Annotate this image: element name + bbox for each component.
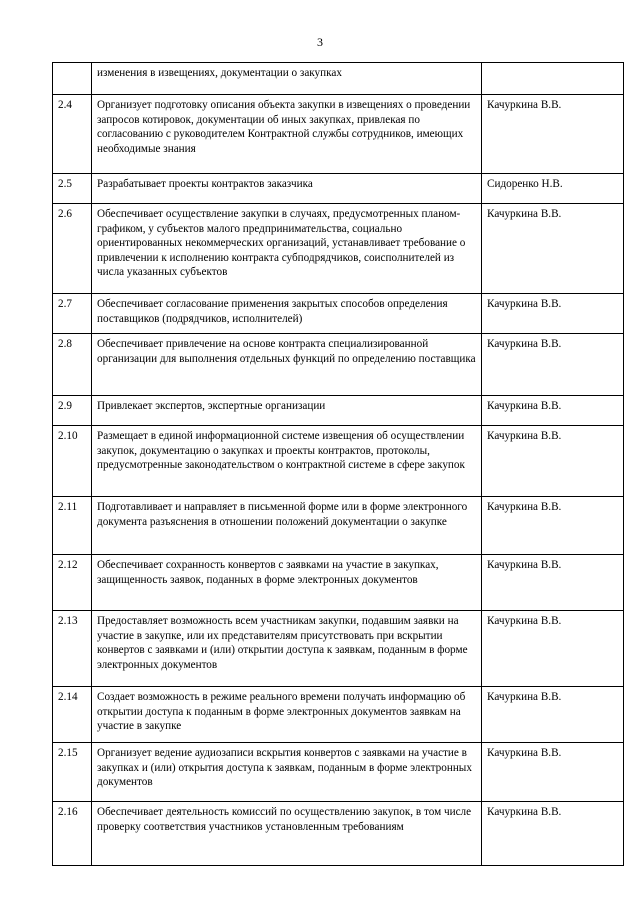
table-row xyxy=(53,426,624,497)
item-number: 2.11 xyxy=(53,497,92,555)
item-responsible: Качуркина В.В. xyxy=(482,426,624,497)
item-number: 2.6 xyxy=(53,204,92,294)
table-row xyxy=(53,174,624,204)
item-number: 2.7 xyxy=(53,294,92,334)
item-number: 2.16 xyxy=(53,802,92,866)
item-description: Разрабатывает проекты контрактов заказчика xyxy=(92,174,482,204)
item-number: 2.15 xyxy=(53,743,92,802)
item-number: 2.13 xyxy=(53,611,92,687)
item-responsible: Качуркина В.В. xyxy=(482,687,624,743)
item-responsible: Качуркина В.В. xyxy=(482,396,624,426)
item-description: Организует ведение аудиозаписи вскрытия конвертов с заявками на участие в закупках и (или) открытия доступа к заявкам, поданным в форме электронных документов xyxy=(92,743,482,802)
item-description: Обеспечивает сохранность конвертов с заявками на участие в закупках, защищенность заявок, поданных в форме электронных документов xyxy=(92,555,482,611)
table-row xyxy=(53,63,624,95)
item-responsible: Качуркина В.В. xyxy=(482,497,624,555)
table-row xyxy=(53,497,624,555)
item-number: 2.5 xyxy=(53,174,92,204)
table-row xyxy=(53,95,624,174)
table-row xyxy=(53,802,624,866)
item-responsible: Качуркина В.В. xyxy=(482,802,624,866)
table-row xyxy=(53,294,624,334)
item-number: 2.14 xyxy=(53,687,92,743)
item-description: Обеспечивает согласование применения закрытых способов определения поставщиков (подрядчиков, исполнителей) xyxy=(92,294,482,334)
item-responsible: Качуркина В.В. xyxy=(482,743,624,802)
table-row xyxy=(53,687,624,743)
item-description: Организует подготовку описания объекта закупки в извещениях о проведении запросов котировок, документации об иных закупках, привлекая по согласованию с руководителем Контрактной службы сотрудников, имеющих необходимые знания xyxy=(92,95,482,174)
item-responsible: Качуркина В.В. xyxy=(482,204,624,294)
page-number: 3 xyxy=(317,35,323,49)
item-description: Размещает в единой информационной системе извещения об осуществлении закупок, документацию о закупках и проекты контрактов, протоколы, предусмотренные законодательством о контрактной системе в сфере закупок xyxy=(92,426,482,497)
item-responsible xyxy=(482,63,624,95)
table-row xyxy=(53,555,624,611)
item-description: Обеспечивает деятельность комиссий по осуществлению закупок, в том числе проверку соответствия участников установленным требованиям xyxy=(92,802,482,866)
table-row xyxy=(53,743,624,802)
item-number: 2.10 xyxy=(53,426,92,497)
duties-table xyxy=(52,62,624,866)
table-row xyxy=(53,611,624,687)
item-description: Обеспечивает привлечение на основе контракта специализированной организации для выполнения отдельных функций по определению поставщика xyxy=(92,334,482,396)
item-number: 2.4 xyxy=(53,95,92,174)
item-responsible: Качуркина В.В. xyxy=(482,555,624,611)
item-responsible: Качуркина В.В. xyxy=(482,611,624,687)
item-responsible: Качуркина В.В. xyxy=(482,294,624,334)
table-row xyxy=(53,396,624,426)
item-responsible: Качуркина В.В. xyxy=(482,95,624,174)
item-description: Привлекает экспертов, экспертные организации xyxy=(92,396,482,426)
item-responsible: Качуркина В.В. xyxy=(482,334,624,396)
item-number: 2.9 xyxy=(53,396,92,426)
item-description: изменения в извещениях, документации о закупках xyxy=(92,63,482,95)
table-row xyxy=(53,334,624,396)
item-description: Подготавливает и направляет в письменной форме или в форме электронного документа разъяснения в отношении положений документации о закупке xyxy=(92,497,482,555)
item-number: 2.12 xyxy=(53,555,92,611)
item-description: Обеспечивает осуществление закупки в случаях, предусмотренных планом-графиком, у субъектов малого предпринимательства, социально ориентированных некоммерческих организаций, устанавливает требование о привлечении к исполнению контракта субподрядчиков, соисполнителей из числа указанных субъектов xyxy=(92,204,482,294)
item-number xyxy=(53,63,92,95)
item-description: Предоставляет возможность всем участникам закупки, подавшим заявки на участие в закупке, или их представителям присутствовать при вскрытии конвертов с заявками и (или) открытии доступа к заявкам, поданным в форме электронных документов xyxy=(92,611,482,687)
item-responsible: Сидоренко Н.В. xyxy=(482,174,624,204)
item-description: Создает возможность в режиме реального времени получать информацию об открытии доступа к поданным в форме электронных документов заявкам на участие в закупке xyxy=(92,687,482,743)
table-row xyxy=(53,204,624,294)
item-number: 2.8 xyxy=(53,334,92,396)
